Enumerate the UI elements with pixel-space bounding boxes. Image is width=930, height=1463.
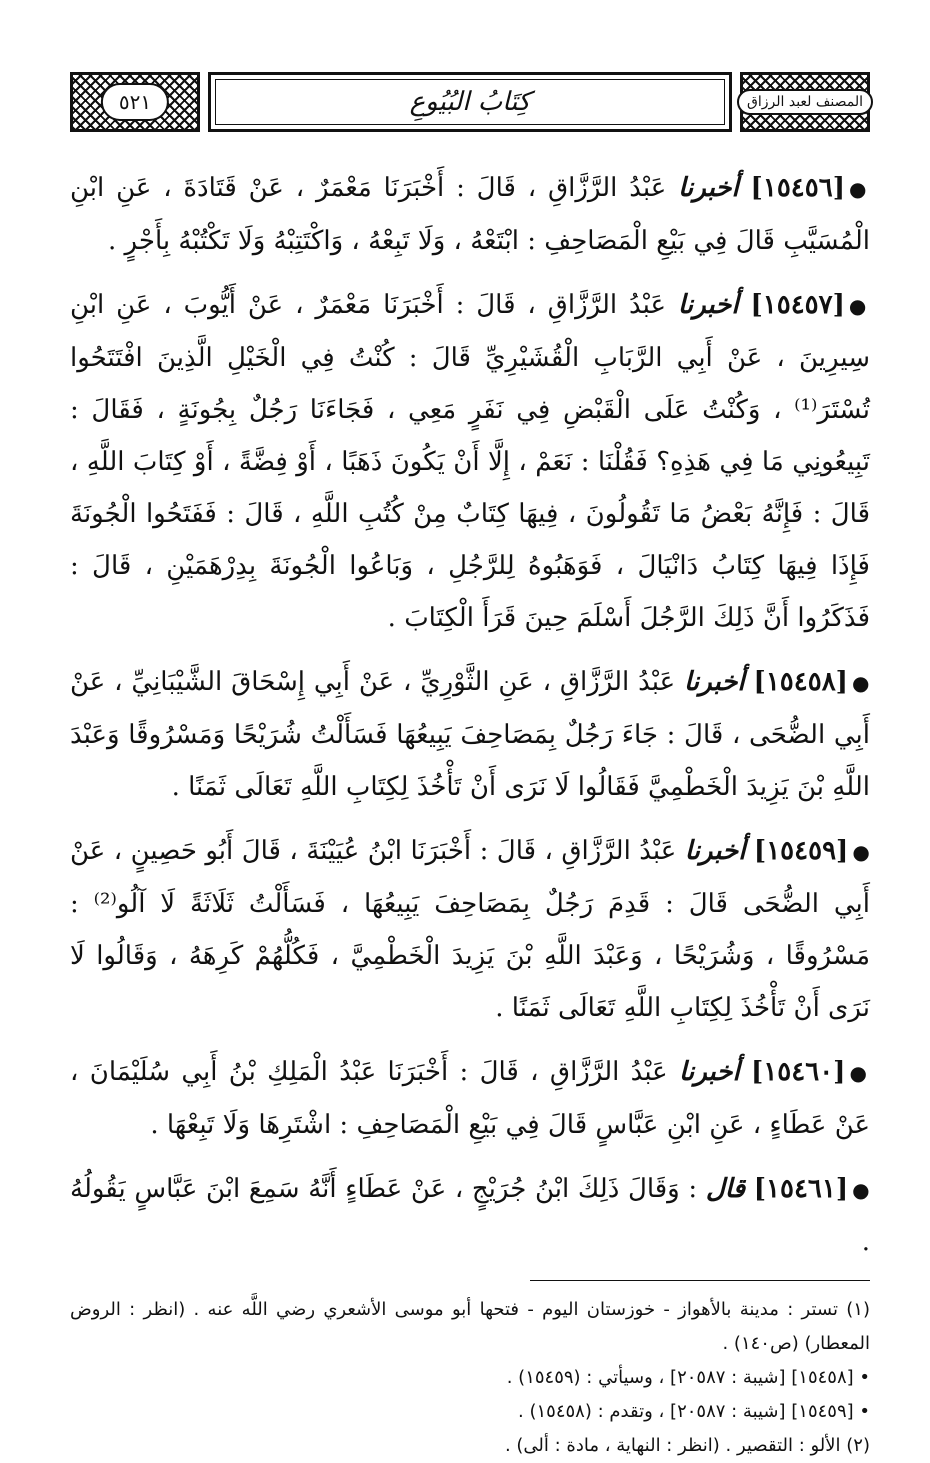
- bullet-icon: ●: [849, 1061, 871, 1085]
- bullet-icon: ●: [851, 671, 871, 695]
- hadith-text: عَبْدُ الرَّزَّاقِ ، قَالَ : أَخْبَرَنَا مَعْمَرٌ ، عَنْ قَتَادَةَ ، عَنِ ابْنِ الْمُسَيَّبِ قَالَ فِي بَيْعِ الْمَصَاحِفِ : ابْتَعْهُ ، وَلَا تَبِعْهُ ، وَاكْتَتِبْهُ وَلَا تَكْتُبْهُ بِأَجْرٍ .: [70, 173, 870, 256]
- hadith-number: [١٥٤٥٩]: [753, 836, 849, 866]
- footnote: • [١٥٤٥٨] [شيبة : ٢٠٥٨٧] ، وسيأتي : (١٥٤٥٩) .: [506, 1367, 870, 1388]
- bullet-icon: ●: [849, 177, 871, 201]
- hadith-entry: [70, 279, 870, 644]
- hadith-number: [١٥٤٥٦]: [750, 173, 845, 203]
- book-page: [70, 72, 870, 1463]
- page-number-ornament: [70, 72, 200, 132]
- hadith-entry: [70, 825, 870, 1034]
- page-header: [70, 72, 870, 132]
- running-title-frame: [208, 72, 732, 132]
- hadith-lead: أخبرنا: [679, 1057, 740, 1087]
- hadith-lead: أخبرنا: [678, 173, 739, 203]
- hadith-number: [١٥٤٦١]: [753, 1174, 849, 1204]
- running-title: كِتَابُ البُيُوعِ: [392, 87, 549, 117]
- book-emblem: المصنف لعبد الرزاق: [737, 89, 873, 115]
- hadith-text: عَبْدُ الرَّزَّاقِ ، قَالَ : أَخْبَرَنَا مَعْمَرٌ ، عَنْ أَيُّوبَ ، عَنِ ابْنِ سِيرِينَ ، عَنْ أَبِي الرَّبَابِ الْقُشَيْرِيِّ قَالَ : كُنْتُ فِي الْخَيْلِ الَّذِينَ افْتَتَحُوا تُسْتَرَ⁽¹⁾ ، وَكُنْتُ عَلَى الْقَبْضِ فِي نَفَرٍ مَعِي ، فَجَاءَنَا رَجُلٌ بِجُونَةٍ ، فَقَالَ : تَبِيعُونِي مَا فِي هَذِهِ؟ فَقُلْنَا : نَعَمْ ، إِلَّا أَنْ يَكُونَ ذَهَبًا ، أَوْ فِضَّةً ، أَوْ كِتَابَ اللَّهِ ، قَالَ : فَإِنَّهُ بَعْضُ مَا تَقُولُونَ ، فِيهَا كِتَابٌ مِنْ كُتُبِ اللَّهِ ، قَالَ : فَفَتَحُوا الْجُونَةَ فَإِذَا فِيهَا كِتَابُ دَانْيَالَ ، فَوَهَبُوهُ لِلرَّجُلِ ، وَبَاعُوا الْجُونَةَ بِدِرْهَمَيْنِ ، قَالَ : فَذَكَرُوا أَنَّ ذَلِكَ الرَّجُلَ أَسْلَمَ حِينَ قَرَأَ الْكِتَابَ .: [70, 290, 871, 633]
- hadith-text: عَبْدُ الرَّزَّاقِ ، قَالَ : أَخْبَرَنَا ابْنُ عُيَيْنَةَ ، قَالَ أَبُو حَصِينٍ ، عَنْ أَبِي الضُّحَى قَالَ : قَدِمَ رَجُلٌ بِمَصَاحِفَ يَبِيعُهَا ، فَسَأَلْتُ ثَلَاثَةً لَا آلُو⁽²⁾ : مَسْرُوقًا ، وَشُرَيْحًا ، وَعَبْدَ اللَّهِ بْنَ يَزِيدَ الْخَطْمِيَّ ، فَكُلُّهُمْ كَرِهَهُ ، وَقَالُوا لَا نَرَى أَنْ تَأْخُذَ لِكِتَابِ اللَّهِ تَعَالَى ثَمَنًا .: [70, 836, 870, 1023]
- hadith-lead: أخبرنا: [684, 836, 746, 866]
- footnote: • [١٥٤٥٩] [شيبة : ٢٠٥٨٧] ، وتقدم : (١٥٤٥٨) .: [518, 1401, 870, 1422]
- footnote-divider: [530, 1280, 870, 1281]
- hadith-entry: [70, 1163, 870, 1268]
- page-number: ٥٢١: [101, 83, 169, 121]
- hadith-entry: [70, 656, 870, 813]
- hadith-number: [١٥٤٥٧]: [750, 290, 845, 320]
- hadith-text: عَبْدُ الرَّزَّاقِ ، قَالَ : أَخْبَرَنَا عَبْدُ الْمَلِكِ بْنُ أَبِي سُلَيْمَانَ ، عَنْ عَطَاءٍ ، عَنِ ابْنِ عَبَّاسٍ قَالَ فِي بَيْعِ الْمَصَاحِفِ : اشْتَرِهَا وَلَا تَبِعْهَا .: [70, 1057, 870, 1140]
- hadith-lead: قال: [705, 1174, 746, 1204]
- footnote: (١) تستر : مدينة بالأهواز - خوزستان اليوم - فتحها أبو موسى الأشعري رضي اللَّه عنه . (انظر : الروض المعطار) (ص١٤٠) .: [70, 1299, 870, 1354]
- hadith-entry: [70, 162, 870, 267]
- hadith-text: عَبْدُ الرَّزَّاقِ ، عَنِ الثَّوْرِيِّ ، عَنْ أَبِي إِسْحَاقَ الشَّيْبَانِيِّ ، عَنْ أَبِي الضُّحَى ، قَالَ : جَاءَ رَجُلٌ بِمَصَاحِفَ يَبِيعُهَا فَسَأَلْتُ شُرَيْحًا وَمَسْرُوقًا وَعَبْدَ اللَّهِ بْنَ يَزِيدَ الْخَطْمِيَّ فَقَالُوا لَا نَرَى أَنْ تَأْخُذَ لِكِتَابِ اللَّهِ تَعَالَى ثَمَنًا .: [70, 667, 870, 802]
- footnote: (٢) الألو : التقصير . (انظر : النهاية ، مادة : ألى) .: [504, 1435, 870, 1456]
- hadith-number: [١٥٤٥٨]: [753, 667, 848, 697]
- bullet-icon: ●: [852, 840, 870, 864]
- hadith-number: [١٥٤٦٠]: [751, 1057, 846, 1087]
- book-emblem-ornament: [740, 72, 870, 132]
- hadith-lead: أخبرنا: [684, 667, 745, 697]
- hadith-text: : وَقَالَ ذَلِكَ ابْنُ جُرَيْجٍ ، عَنْ عَطَاءٍ أَنَّهُ سَمِعَ ابْنَ عَبَّاسٍ يَقُولُهُ .: [70, 1174, 870, 1257]
- hadith-entry: [70, 1046, 870, 1151]
- bullet-icon: ●: [848, 294, 870, 318]
- bullet-icon: ●: [852, 1178, 871, 1202]
- hadith-lead: أخبرنا: [677, 290, 739, 320]
